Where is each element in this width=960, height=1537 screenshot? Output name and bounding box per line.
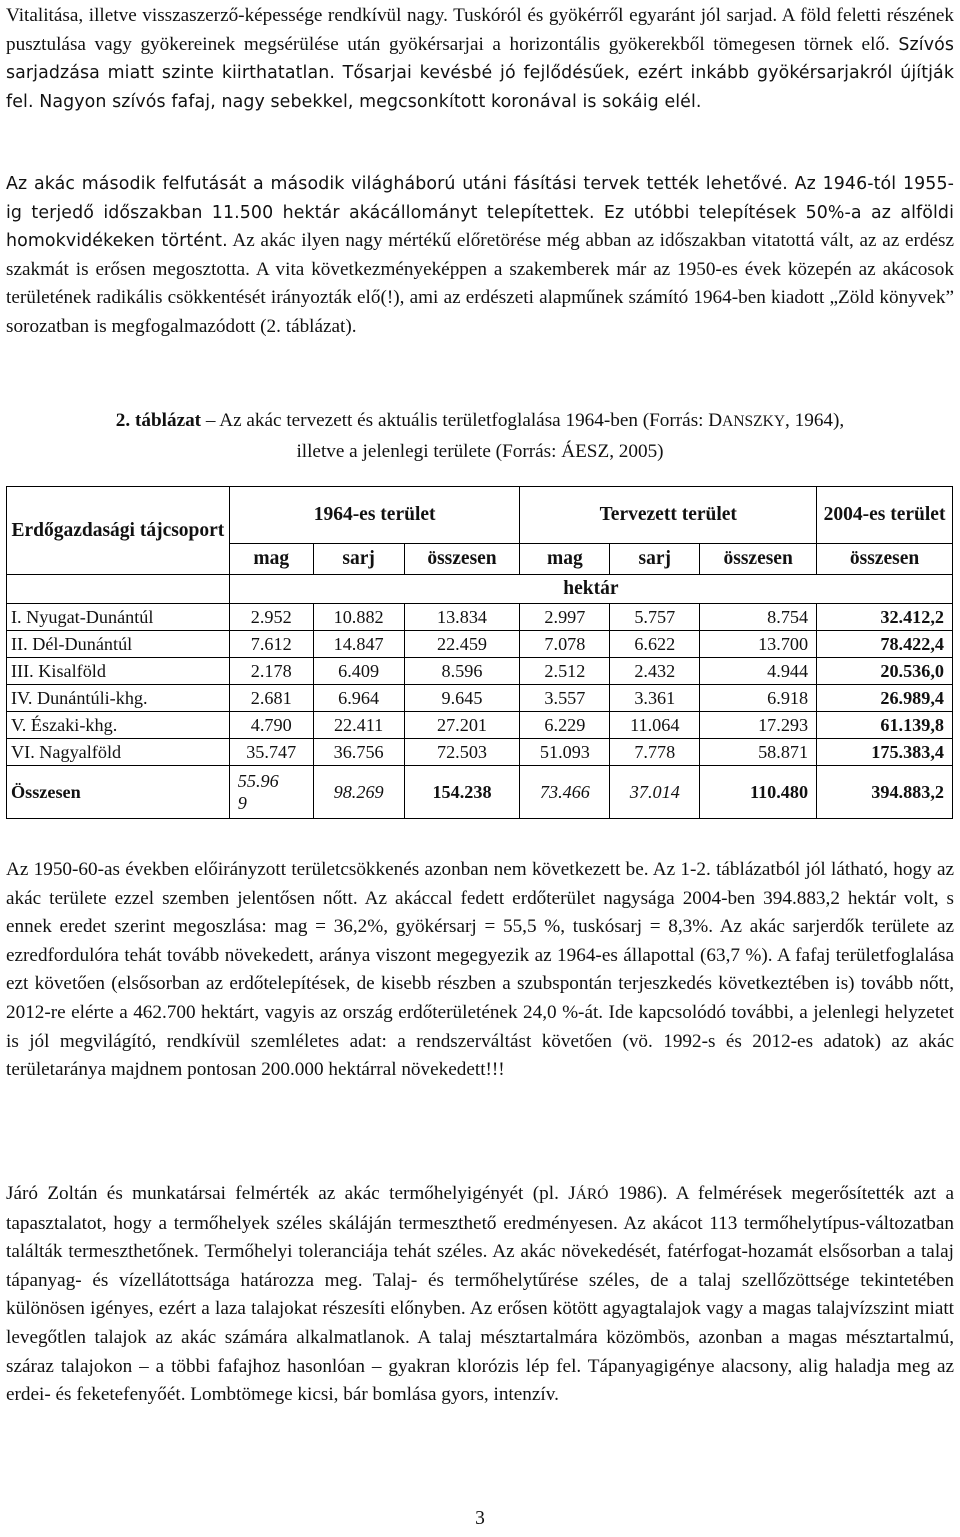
paragraph-area-growth: Az 1950-60-as években előirányzott területcsökkenés azonban nem következett be. Az 1-2. táblázatból jól látható, hogy az akác területe ezzel szemben jelentősen nőtt. Az akáccal fedett erdőterület nagysága 2004-ben 394.883,2 hektár volt, s ennek eredet szerint megoszlása: mag = 36,2%, gyökérsarj = 55,5 %, tuskósarj = 8,3%. Az akác sarjerdők területe az ezredfordulóra tehát tovább növekedett, aránya viszont megegyezik az 1964-es állapottal (63,7 %). A fafaj területfoglalása ezt követően (elsősorban az erdőtelepítések, de kisebb részben a szubspontán terjeszkedés következtében is) tovább nőtt, 2012-re elérte a 462.700 hektárt, vagyis az ország erdőterületének 24,0 %-át. Ide kapcsolódó további, a jelenlegi helyzetet is jól megvilágító, rendkívül szemléletes adat: a rendszerváltást követően (vö. 1992-s és 2012-es adatok) az akác területaránya majdnem pontosan 200.000 hektárral növekedett!!!	[6, 859, 954, 1081]
table-row	[7, 631, 953, 658]
cell-mag-planned: 2.997	[520, 604, 610, 631]
cell-osszesen-planned: 4.944	[700, 658, 817, 685]
cell-sarj-1964: 6.409	[313, 658, 404, 685]
cell-osszesen-2004: 32.412,2	[817, 604, 953, 631]
cell-mag-1964: 2.681	[229, 685, 313, 712]
cell-osszesen-2004: 61.139,8	[817, 712, 953, 739]
subheader-sarj-1964: sarj	[313, 544, 404, 575]
header-2004-area: 2004-es terület	[817, 487, 953, 544]
cell-mag-1964: 4.790	[229, 712, 313, 739]
cell-total-mag-1964-line2: 9	[237, 793, 247, 813]
cell-total-label: Összesen	[7, 766, 230, 819]
cell-region: IV. Dunántúli-khg.	[7, 685, 230, 712]
cell-sarj-1964: 10.882	[313, 604, 404, 631]
cell-sarj-1964: 6.964	[313, 685, 404, 712]
cell-mag-1964: 35.747	[229, 739, 313, 766]
cell-osszesen-planned: 6.918	[700, 685, 817, 712]
header-planned-area: Tervezett terület	[520, 487, 817, 544]
table-row	[7, 604, 953, 631]
cell-region: V. Északi-khg.	[7, 712, 230, 739]
subheader-sarj-planned: sarj	[610, 544, 700, 575]
table-caption-line2: illetve a jelenlegi területe (Forrás: ÁESZ, 2005)	[296, 441, 664, 462]
cell-sarj-planned: 3.361	[610, 685, 700, 712]
cell-mag-planned: 7.078	[520, 631, 610, 658]
cell-mag-1964: 2.178	[229, 658, 313, 685]
cell-osszesen-1964: 27.201	[404, 712, 520, 739]
cell-region: VI. Nagyalföld	[7, 739, 230, 766]
table-caption-number: 2.	[115, 410, 131, 431]
cell-osszesen-1964: 22.459	[404, 631, 520, 658]
cell-sarj-planned: 7.778	[610, 739, 700, 766]
cell-osszesen-planned: 8.754	[700, 604, 817, 631]
paragraph-vitality-serif: Vitalitása, illetve visszaszerző-képessége rendkívül nagy. Tuskóról és gyökérről egyaránt jól sarjad. A föld feletti részének pusztulása vagy gyökereinek megsérülése után gyökérsarjai a horizontális gyökerekből tömegesen törnek elő.	[6, 5, 954, 55]
cell-osszesen-1964: 8.596	[404, 658, 520, 685]
cell-osszesen-2004: 26.989,4	[817, 685, 953, 712]
cell-mag-1964: 7.612	[229, 631, 313, 658]
cell-osszesen-2004: 175.383,4	[817, 739, 953, 766]
unit-hectare: hektár	[229, 575, 952, 604]
table-row	[7, 739, 953, 766]
cell-region: III. Kisalföld	[7, 658, 230, 685]
cell-total-mag-1964-line1: 55.96	[237, 771, 279, 791]
table-caption	[6, 406, 954, 467]
cell-total-osszesen-1964: 154.238	[404, 766, 520, 819]
cell-mag-planned: 3.557	[520, 685, 610, 712]
header-1964-area: 1964-es terület	[229, 487, 520, 544]
cell-mag-planned: 2.512	[520, 658, 610, 685]
cell-osszesen-planned: 13.700	[700, 631, 817, 658]
cell-total-osszesen-planned: 110.480	[700, 766, 817, 819]
paragraph-site-requirements-rest: 1986). A felmérések megerősítették azt a tapasztalatot, hogy a termőhelyek széles skáláján termeszthető eredményesen. Az akácot 113 termőhelytípus-változatban találták termeszthetőnek. Termőhelyi toleranciája tehát széles. Az akác növekedését, fatérfogat-hozamát elsősorban a talaj tápanyag- és vízellátottsága határozza meg. Talaj- és termőhelytűrése széles, de a talaj szellőzöttsége tekintetében különösen igényes, ezért a laza talajokat részesíti előnyben. Az erősen kötött agyagtalajok vagy a magas talajvízszint miatt levegőtlen talajok az akác számára alkalmatlanok. A talaj mésztartalmára közömbös, azonban a magas mésztartalmú, száraz talajokon – a többi fafajhoz hasonlóan – gyakran klorózis lép fel. Tápanyagigénye alacsony, alig haladja meg az erdei- és feketefenyőét. Lombtömege kicsi, bár bomlása gyors, intenzív.	[6, 1183, 954, 1406]
paragraph-second-expansion-sans: Az akác második felfutását a második világháború utáni fásítási tervek tették lehetővé. Az 1946-tól 1955-ig terjedő időszakban 11.500 hektár akácállományt telepítettek. Ez utóbbi telepítések 50%-a az alföldi homokvidékeken történt.	[6, 174, 954, 252]
cell-mag-1964: 2.952	[229, 604, 313, 631]
cell-total-sarj-1964: 98.269	[313, 766, 404, 819]
cell-sarj-planned: 5.757	[610, 604, 700, 631]
subheader-osszesen-2004: összesen	[817, 544, 953, 575]
paragraph-site-requirements-author-smallcaps: ÁRÓ	[575, 1186, 609, 1203]
table-caption-label: táblázat	[134, 410, 202, 431]
cell-osszesen-planned: 58.871	[700, 739, 817, 766]
subheader-mag-planned: mag	[520, 544, 610, 575]
paragraph-second-expansion-serif: Az akác ilyen nagy mértékű előretörése még abban az időszakban vitatottá vált, az az erdész szakmát is erősen megosztotta. A vita következményeképpen a szakemberek már az 1950-es évek közepén az akácosok területének radikális csökkentését irányozták elő(!), ami az erdészeti alapműnek számító 1964-ben kiadott „Zöld könyvek” sorozatban is megfogalmazódott (2. táblázat).	[6, 230, 954, 337]
page-number: 3	[475, 1508, 485, 1529]
cell-total-mag-planned: 73.466	[520, 766, 610, 819]
cell-osszesen-2004: 78.422,4	[817, 631, 953, 658]
paragraph-second-expansion	[6, 170, 954, 342]
paragraph-site-requirements-start: Járó Zoltán és munkatársai felmérték az akác termőhelyigényét (pl.	[6, 1183, 559, 1204]
unit-row-spacer	[7, 575, 230, 604]
cell-sarj-1964: 14.847	[313, 631, 404, 658]
cell-sarj-1964: 22.411	[313, 712, 404, 739]
cell-osszesen-planned: 17.293	[700, 712, 817, 739]
cell-total-mag-1964	[229, 766, 313, 819]
table-row	[7, 712, 953, 739]
cell-total-sarj-planned: 37.014	[610, 766, 700, 819]
subheader-osszesen-1964: összesen	[404, 544, 520, 575]
cell-sarj-planned: 11.064	[610, 712, 700, 739]
cell-osszesen-1964: 9.645	[404, 685, 520, 712]
table-total-row	[7, 766, 953, 819]
table-caption-dash: –	[201, 410, 220, 431]
table-row	[7, 685, 953, 712]
table-caption-author-smallcaps: ANSZKY	[722, 413, 786, 430]
paragraph-site-requirements-author-initial: J	[568, 1183, 576, 1204]
table-caption-text: Az akác tervezett és aktuális területfoglalása 1964-ben (Forrás: D	[219, 410, 723, 431]
table-row	[7, 658, 953, 685]
header-region: Erdőgazdasági tájcsoport	[7, 487, 230, 575]
cell-sarj-1964: 36.756	[313, 739, 404, 766]
subheader-mag-1964: mag	[229, 544, 313, 575]
cell-mag-planned: 6.229	[520, 712, 610, 739]
paragraph-site-requirements	[6, 1180, 954, 1410]
cell-osszesen-2004: 20.536,0	[817, 658, 953, 685]
paragraph-vitality	[6, 2, 954, 116]
cell-region: II. Dél-Dunántúl	[7, 631, 230, 658]
cell-sarj-planned: 6.622	[610, 631, 700, 658]
acacia-area-table	[6, 486, 953, 819]
cell-region: I. Nyugat-Dunántúl	[7, 604, 230, 631]
table-caption-text-end: , 1964),	[785, 410, 845, 431]
cell-sarj-planned: 2.432	[610, 658, 700, 685]
cell-osszesen-1964: 72.503	[404, 739, 520, 766]
cell-osszesen-1964: 13.834	[404, 604, 520, 631]
cell-mag-planned: 51.093	[520, 739, 610, 766]
paragraph-vitality-sans: Szívós sarjadzása miatt szinte kiirthatatlan. Tősarjai kevésbé jó fejlődésűek, ezért inkább gyökérsarjakról újítják fel. Nagyon szívós fafaj, nagy sebekkel, megcsonkított koronával is sokáig elél.	[6, 34, 955, 112]
cell-total-osszesen-2004: 394.883,2	[817, 766, 953, 819]
subheader-osszesen-planned: összesen	[700, 544, 817, 575]
